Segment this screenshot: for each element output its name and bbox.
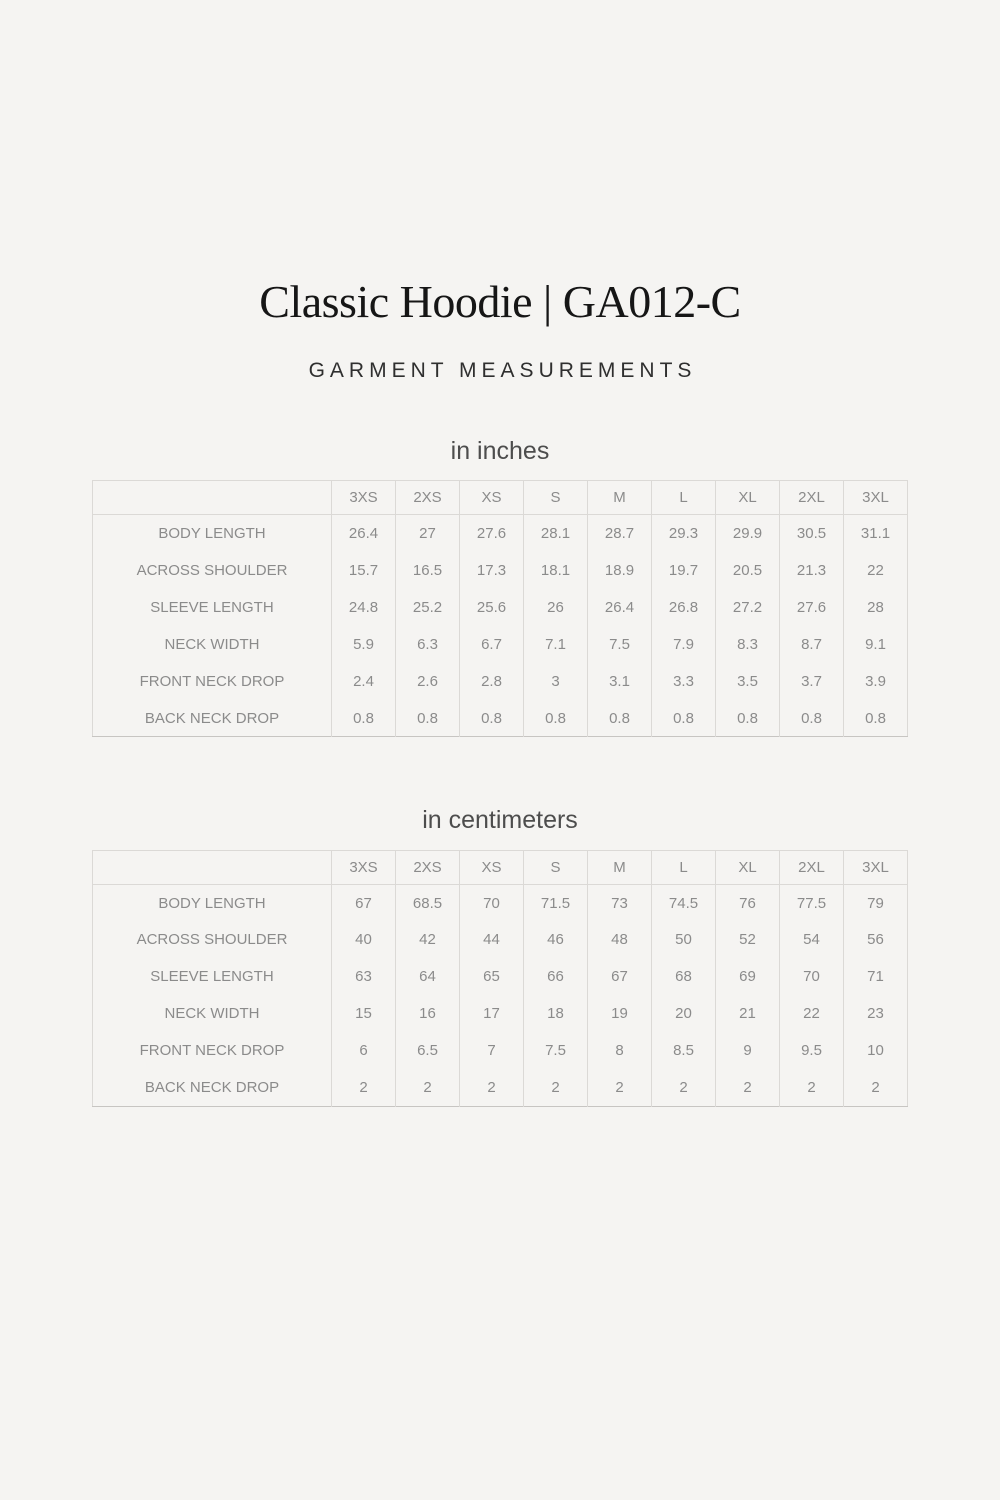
measurement-value: 27.6 (460, 515, 524, 552)
centimeters-heading: in centimeters (422, 806, 578, 835)
measurement-value: 42 (396, 921, 460, 958)
measurement-value: 29.3 (652, 515, 716, 552)
measurement-value: 70 (780, 958, 844, 995)
measurement-value: 77.5 (780, 884, 844, 921)
corner-cell (93, 850, 332, 884)
measurement-value: 21.3 (780, 552, 844, 589)
measurement-row (93, 921, 908, 958)
measurement-row (93, 1069, 908, 1106)
measurement-value: 3.5 (716, 663, 780, 700)
measurement-value: 26.4 (332, 515, 396, 552)
measurement-row (93, 700, 908, 737)
measurement-value: 18.9 (588, 552, 652, 589)
measurement-value: 6.5 (396, 1032, 460, 1069)
measurement-value: 0.8 (460, 700, 524, 737)
measurement-value: 73 (588, 884, 652, 921)
measurement-value: 7.9 (652, 626, 716, 663)
measurement-value: 0.8 (844, 700, 908, 737)
measurement-value: 70 (460, 884, 524, 921)
measurement-label: BACK NECK DROP (144, 1079, 280, 1097)
measurement-value: 2 (524, 1069, 588, 1106)
measurement-value: 17.3 (460, 552, 524, 589)
measurement-row (93, 626, 908, 663)
size-header-cell: 2XS (396, 850, 460, 884)
measurement-value: 29.9 (716, 515, 780, 552)
size-header-cell: L (652, 850, 716, 884)
measurement-value: 0.8 (524, 700, 588, 737)
measurement-value: 79 (844, 884, 908, 921)
size-header-cell: 3XL (844, 850, 908, 884)
measurement-value: 31.1 (844, 515, 908, 552)
measurement-label: NECK WIDTH (164, 1005, 260, 1023)
measurement-value: 18.1 (524, 552, 588, 589)
measurement-value: 28.7 (588, 515, 652, 552)
measurement-label: NECK WIDTH (164, 635, 260, 653)
measurement-value: 7 (460, 1032, 524, 1069)
measurement-value: 25.2 (396, 589, 460, 626)
measurement-value: 46 (524, 921, 588, 958)
measurement-row (93, 552, 908, 589)
measurement-value: 19 (588, 995, 652, 1032)
measurement-value: 16 (396, 995, 460, 1032)
size-header-cell: M (588, 850, 652, 884)
measurement-value: 15 (332, 995, 396, 1032)
measurement-value: 3.9 (844, 663, 908, 700)
measurement-value: 20.5 (716, 552, 780, 589)
measurement-value: 44 (460, 921, 524, 958)
measurement-value: 23 (844, 995, 908, 1032)
size-header-cell: 3XS (332, 850, 396, 884)
size-header-cell: 2XL (780, 481, 844, 515)
measurement-value: 67 (332, 884, 396, 921)
measurement-value: 10 (844, 1032, 908, 1069)
size-header-cell: XL (716, 481, 780, 515)
measurement-value: 7.1 (524, 626, 588, 663)
measurement-value: 52 (716, 921, 780, 958)
size-header-cell: 2XS (396, 481, 460, 515)
measurement-row (93, 958, 908, 995)
measurement-value: 64 (396, 958, 460, 995)
measurement-value: 28 (844, 589, 908, 626)
size-header-cell: S (524, 481, 588, 515)
measurement-value: 5.9 (332, 626, 396, 663)
measurement-value: 6 (332, 1032, 396, 1069)
measurement-value: 27.6 (780, 589, 844, 626)
measurement-value: 15.7 (332, 552, 396, 589)
measurement-label: ACROSS SHOULDER (136, 561, 288, 579)
measurement-value: 7.5 (588, 626, 652, 663)
measurement-value: 50 (652, 921, 716, 958)
measurement-value: 2.6 (396, 663, 460, 700)
chart-subtitle: GARMENT MEASUREMENTS (308, 358, 697, 382)
measurement-row (93, 663, 908, 700)
measurement-value: 0.8 (780, 700, 844, 737)
measurement-value: 27 (396, 515, 460, 552)
measurement-value: 71 (844, 958, 908, 995)
measurement-value: 65 (460, 958, 524, 995)
measurement-value: 18 (524, 995, 588, 1032)
measurement-value: 0.8 (588, 700, 652, 737)
measurement-value: 56 (844, 921, 908, 958)
measurement-value: 26 (524, 589, 588, 626)
size-header-cell: 3XS (332, 481, 396, 515)
measurement-value: 19.7 (652, 552, 716, 589)
measurement-value: 3 (524, 663, 588, 700)
measurement-value: 6.7 (460, 626, 524, 663)
size-header-cell: M (588, 481, 652, 515)
measurement-value: 0.8 (716, 700, 780, 737)
measurement-label: BACK NECK DROP (144, 709, 280, 727)
measurement-value: 17 (460, 995, 524, 1032)
corner-cell (93, 481, 332, 515)
size-header-cell: 3XL (844, 481, 908, 515)
measurement-row (93, 1032, 908, 1069)
measurement-value: 2 (588, 1069, 652, 1106)
measurement-value: 22 (780, 995, 844, 1032)
measurement-value: 66 (524, 958, 588, 995)
size-header-cell: XS (460, 850, 524, 884)
measurement-value: 30.5 (780, 515, 844, 552)
measurement-value: 25.6 (460, 589, 524, 626)
size-header-cell: XL (716, 850, 780, 884)
measurement-value: 7.5 (524, 1032, 588, 1069)
measurement-value: 0.8 (332, 700, 396, 737)
measurement-value: 71.5 (524, 884, 588, 921)
measurement-label: SLEEVE LENGTH (150, 968, 274, 986)
measurement-label: FRONT NECK DROP (139, 672, 285, 690)
measurement-value: 2.8 (460, 663, 524, 700)
measurement-value: 22 (844, 552, 908, 589)
measurement-value: 26.8 (652, 589, 716, 626)
measurement-value: 9.1 (844, 626, 908, 663)
size-header-row (93, 850, 908, 884)
measurement-value: 63 (332, 958, 396, 995)
inches-measurement-table (92, 480, 908, 737)
measurement-value: 3.1 (588, 663, 652, 700)
measurement-row (93, 515, 908, 552)
measurement-value: 2 (332, 1069, 396, 1106)
measurement-value: 69 (716, 958, 780, 995)
measurement-value: 21 (716, 995, 780, 1032)
measurement-row (93, 884, 908, 921)
inches-heading: in inches (450, 436, 550, 465)
measurement-value: 2 (652, 1069, 716, 1106)
measurement-value: 2 (780, 1069, 844, 1106)
measurement-value: 6.3 (396, 626, 460, 663)
measurement-value: 2 (396, 1069, 460, 1106)
measurement-value: 2 (844, 1069, 908, 1106)
measurement-value: 27.2 (716, 589, 780, 626)
measurement-value: 48 (588, 921, 652, 958)
measurement-label: BODY LENGTH (158, 525, 266, 543)
measurement-value: 24.8 (332, 589, 396, 626)
measurement-value: 74.5 (652, 884, 716, 921)
measurement-value: 0.8 (652, 700, 716, 737)
size-header-cell: L (652, 481, 716, 515)
size-header-cell: 2XL (780, 850, 844, 884)
measurement-value: 8.7 (780, 626, 844, 663)
measurement-value: 3.3 (652, 663, 716, 700)
measurement-value: 2.4 (332, 663, 396, 700)
measurement-value: 2 (716, 1069, 780, 1106)
measurement-value: 0.8 (396, 700, 460, 737)
product-title: Classic Hoodie | GA012-C (259, 276, 741, 327)
measurement-label: ACROSS SHOULDER (136, 931, 288, 949)
inches-section (0, 438, 1000, 738)
measurement-value: 9.5 (780, 1032, 844, 1069)
measurement-value: 20 (652, 995, 716, 1032)
measurement-value: 16.5 (396, 552, 460, 589)
measurement-value: 28.1 (524, 515, 588, 552)
size-header-cell: XS (460, 481, 524, 515)
measurement-label: SLEEVE LENGTH (150, 598, 274, 616)
measurement-value: 26.4 (588, 589, 652, 626)
measurement-value: 68.5 (396, 884, 460, 921)
measurement-value: 2 (460, 1069, 524, 1106)
measurement-row (93, 995, 908, 1032)
measurement-row (93, 589, 908, 626)
measurement-value: 8 (588, 1032, 652, 1069)
size-header-cell: S (524, 850, 588, 884)
measurement-value: 8.3 (716, 626, 780, 663)
measurement-value: 9 (716, 1032, 780, 1069)
measurement-value: 40 (332, 921, 396, 958)
measurement-value: 3.7 (780, 663, 844, 700)
measurement-label: FRONT NECK DROP (139, 1042, 285, 1060)
measurement-value: 8.5 (652, 1032, 716, 1069)
measurement-value: 68 (652, 958, 716, 995)
measurement-label: BODY LENGTH (158, 894, 266, 912)
measurement-value: 67 (588, 958, 652, 995)
centimeters-section (0, 807, 1000, 1107)
size-header-row (93, 481, 908, 515)
measurement-value: 76 (716, 884, 780, 921)
centimeters-measurement-table (92, 850, 908, 1107)
measurement-value: 54 (780, 921, 844, 958)
